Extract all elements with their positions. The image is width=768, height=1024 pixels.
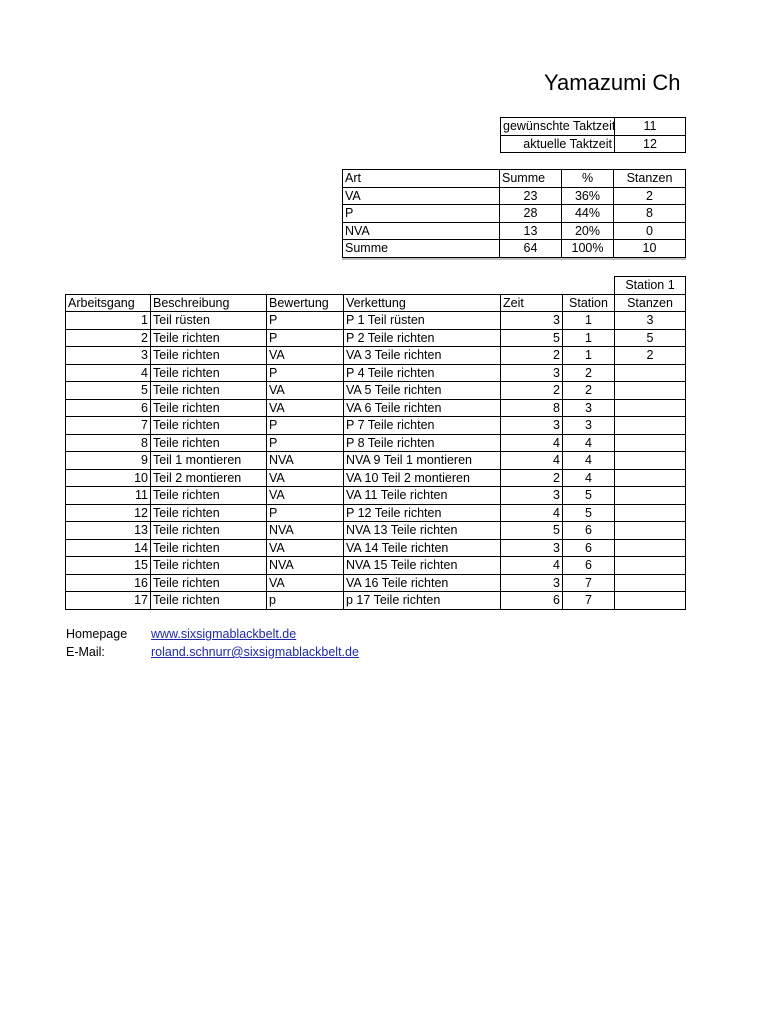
table-row bbox=[66, 417, 686, 435]
table-cell bbox=[615, 504, 686, 522]
table-cell: NVA 13 Teile richten bbox=[344, 522, 501, 540]
table-cell: Teil 2 montieren bbox=[151, 469, 267, 487]
table-cell: 4 bbox=[501, 452, 563, 470]
table-cell: P 7 Teile richten bbox=[344, 417, 501, 435]
table-cell: 2 bbox=[563, 364, 615, 382]
table-cell: NVA bbox=[267, 557, 344, 575]
table-cell: P bbox=[267, 329, 344, 347]
summary-cell: 20% bbox=[562, 222, 614, 240]
table-cell: P bbox=[267, 504, 344, 522]
table-cell: 17 bbox=[66, 592, 151, 610]
table-cell: 13 bbox=[66, 522, 151, 540]
table-cell: 4 bbox=[563, 469, 615, 487]
table-row bbox=[66, 574, 686, 592]
table-cell: 4 bbox=[563, 452, 615, 470]
table-cell: 3 bbox=[501, 539, 563, 557]
station-header: Station 1 bbox=[615, 277, 686, 295]
table-row bbox=[66, 329, 686, 347]
table-cell: 5 bbox=[66, 382, 151, 400]
summary-cell: NVA bbox=[343, 222, 500, 240]
table-cell: 9 bbox=[66, 452, 151, 470]
table-cell bbox=[615, 364, 686, 382]
table-cell: p bbox=[267, 592, 344, 610]
table-cell: Teile richten bbox=[151, 487, 267, 505]
homepage-link[interactable]: www.sixsigmablackbelt.de bbox=[151, 627, 297, 641]
table-cell: Teile richten bbox=[151, 399, 267, 417]
takt-row bbox=[501, 118, 686, 136]
table-row bbox=[66, 469, 686, 487]
operations-header-cell: Bewertung bbox=[267, 294, 344, 312]
summary-row bbox=[343, 222, 686, 240]
operations-header-cell: Zeit bbox=[501, 294, 563, 312]
table-cell: 5 bbox=[563, 487, 615, 505]
table-cell: 5 bbox=[563, 504, 615, 522]
table-cell bbox=[615, 399, 686, 417]
table-cell: 6 bbox=[66, 399, 151, 417]
summary-header-row bbox=[343, 170, 686, 188]
table-cell: 3 bbox=[501, 487, 563, 505]
summary-header-cell: Summe bbox=[500, 170, 562, 188]
summary-cell: 8 bbox=[614, 205, 686, 223]
table-cell: 3 bbox=[501, 312, 563, 330]
table-cell: 7 bbox=[563, 592, 615, 610]
summary-table bbox=[342, 169, 686, 258]
table-cell: Teile richten bbox=[151, 347, 267, 365]
table-cell: 2 bbox=[563, 382, 615, 400]
table-row bbox=[66, 487, 686, 505]
table-cell: P bbox=[267, 364, 344, 382]
table-row bbox=[66, 382, 686, 400]
table-cell: 11 bbox=[66, 487, 151, 505]
takt-label: aktuelle Taktzeit bbox=[501, 135, 615, 153]
table-cell: 6 bbox=[563, 539, 615, 557]
table-cell bbox=[615, 417, 686, 435]
station-header-row bbox=[66, 277, 686, 295]
summary-cell: VA bbox=[343, 187, 500, 205]
table-cell: NVA 9 Teil 1 montieren bbox=[344, 452, 501, 470]
homepage-label: Homepage bbox=[66, 627, 128, 641]
table-cell: VA bbox=[267, 539, 344, 557]
table-cell: Teile richten bbox=[151, 557, 267, 575]
table-cell: NVA bbox=[267, 522, 344, 540]
takt-label: gewünschte Taktzeit bbox=[501, 118, 615, 136]
table-cell: P bbox=[267, 312, 344, 330]
table-row bbox=[66, 592, 686, 610]
table-row bbox=[66, 347, 686, 365]
table-cell: VA 3 Teile richten bbox=[344, 347, 501, 365]
table-row bbox=[66, 399, 686, 417]
email-link[interactable]: roland.schnurr@sixsigmablackbelt.de bbox=[151, 645, 359, 659]
table-cell: 4 bbox=[501, 504, 563, 522]
summary-cell: 100% bbox=[562, 240, 614, 258]
operations-header-row bbox=[66, 294, 686, 312]
table-row bbox=[66, 522, 686, 540]
table-cell: 3 bbox=[501, 417, 563, 435]
table-cell: NVA 15 Teile richten bbox=[344, 557, 501, 575]
table-cell bbox=[615, 452, 686, 470]
table-cell: VA bbox=[267, 347, 344, 365]
summary-row bbox=[343, 240, 686, 258]
table-cell: Teile richten bbox=[151, 329, 267, 347]
takt-table bbox=[500, 117, 686, 153]
table-cell: 12 bbox=[66, 504, 151, 522]
table-cell: 3 bbox=[66, 347, 151, 365]
table-cell: VA 5 Teile richten bbox=[344, 382, 501, 400]
table-cell bbox=[615, 539, 686, 557]
table-cell: Teile richten bbox=[151, 382, 267, 400]
table-cell bbox=[615, 487, 686, 505]
table-cell: 8 bbox=[66, 434, 151, 452]
table-cell: P 8 Teile richten bbox=[344, 434, 501, 452]
table-cell: 6 bbox=[563, 522, 615, 540]
table-cell: 6 bbox=[563, 557, 615, 575]
table-cell: 8 bbox=[501, 399, 563, 417]
table-cell: 5 bbox=[501, 329, 563, 347]
table-cell: 2 bbox=[615, 347, 686, 365]
table-cell: 4 bbox=[66, 364, 151, 382]
table-cell bbox=[615, 522, 686, 540]
table-cell: Teil 1 montieren bbox=[151, 452, 267, 470]
table-cell: 6 bbox=[501, 592, 563, 610]
table-cell bbox=[615, 574, 686, 592]
table-cell: 16 bbox=[66, 574, 151, 592]
table-row bbox=[66, 364, 686, 382]
table-cell: 3 bbox=[563, 417, 615, 435]
table-cell: 1 bbox=[563, 347, 615, 365]
table-cell: P bbox=[267, 417, 344, 435]
table-row bbox=[66, 434, 686, 452]
table-cell: p 17 Teile richten bbox=[344, 592, 501, 610]
table-cell: 7 bbox=[563, 574, 615, 592]
summary-cell: 36% bbox=[562, 187, 614, 205]
summary-cell: Summe bbox=[343, 240, 500, 258]
table-cell: 4 bbox=[501, 557, 563, 575]
table-cell: VA 16 Teile richten bbox=[344, 574, 501, 592]
table-cell: 1 bbox=[66, 312, 151, 330]
table-cell: VA 10 Teil 2 montieren bbox=[344, 469, 501, 487]
table-cell bbox=[615, 434, 686, 452]
table-cell: 2 bbox=[66, 329, 151, 347]
table-cell: 10 bbox=[66, 469, 151, 487]
table-cell: 7 bbox=[66, 417, 151, 435]
operations-header-cell: Beschreibung bbox=[151, 294, 267, 312]
summary-row bbox=[343, 205, 686, 223]
summary-cell: 2 bbox=[614, 187, 686, 205]
table-cell: P 12 Teile richten bbox=[344, 504, 501, 522]
table-row bbox=[66, 539, 686, 557]
table-cell: Teile richten bbox=[151, 364, 267, 382]
table-cell: 2 bbox=[501, 382, 563, 400]
table-cell bbox=[615, 469, 686, 487]
table-cell: Teil rüsten bbox=[151, 312, 267, 330]
table-cell: 5 bbox=[501, 522, 563, 540]
summary-cell: 13 bbox=[500, 222, 562, 240]
table-cell: Teile richten bbox=[151, 434, 267, 452]
summary-row bbox=[343, 187, 686, 205]
summary-cell: P bbox=[343, 205, 500, 223]
table-cell: 2 bbox=[501, 469, 563, 487]
table-cell: 4 bbox=[563, 434, 615, 452]
table-cell bbox=[615, 592, 686, 610]
takt-row bbox=[501, 135, 686, 153]
table-cell: 3 bbox=[615, 312, 686, 330]
summary-cell: 23 bbox=[500, 187, 562, 205]
table-cell: Teile richten bbox=[151, 539, 267, 557]
table-row bbox=[66, 312, 686, 330]
table-cell bbox=[615, 382, 686, 400]
table-cell: Teile richten bbox=[151, 417, 267, 435]
table-cell: P bbox=[267, 434, 344, 452]
table-cell: Teile richten bbox=[151, 592, 267, 610]
table-cell: VA 14 Teile richten bbox=[344, 539, 501, 557]
table-row bbox=[66, 452, 686, 470]
table-row bbox=[66, 557, 686, 575]
table-cell: P 1 Teil rüsten bbox=[344, 312, 501, 330]
table-cell: VA bbox=[267, 399, 344, 417]
summary-header-cell: Art bbox=[343, 170, 500, 188]
table-cell: 1 bbox=[563, 312, 615, 330]
table-cell: 3 bbox=[563, 399, 615, 417]
table-cell: 3 bbox=[501, 364, 563, 382]
operations-header-cell: Verkettung bbox=[344, 294, 501, 312]
table-cell: P 4 Teile richten bbox=[344, 364, 501, 382]
email-label: E-Mail: bbox=[66, 645, 105, 659]
table-cell: VA bbox=[267, 574, 344, 592]
table-cell: Teile richten bbox=[151, 504, 267, 522]
table-cell: 5 bbox=[615, 329, 686, 347]
table-cell: VA bbox=[267, 487, 344, 505]
table-cell: VA bbox=[267, 382, 344, 400]
summary-cell: 0 bbox=[614, 222, 686, 240]
table-cell: 3 bbox=[501, 574, 563, 592]
table-cell: 15 bbox=[66, 557, 151, 575]
summary-cell: 44% bbox=[562, 205, 614, 223]
table-cell: VA 11 Teile richten bbox=[344, 487, 501, 505]
operations-header-cell: Arbeitsgang bbox=[66, 294, 151, 312]
operations-table bbox=[65, 276, 686, 610]
takt-value: 11 bbox=[615, 118, 686, 136]
summary-cell: 10 bbox=[614, 240, 686, 258]
table-cell: 1 bbox=[563, 329, 615, 347]
summary-header-cell: Stanzen bbox=[614, 170, 686, 188]
table-cell: Teile richten bbox=[151, 522, 267, 540]
table-cell bbox=[615, 557, 686, 575]
summary-cell: 64 bbox=[500, 240, 562, 258]
table-cell: VA bbox=[267, 469, 344, 487]
table-cell: P 2 Teile richten bbox=[344, 329, 501, 347]
takt-value: 12 bbox=[615, 135, 686, 153]
table-cell: 14 bbox=[66, 539, 151, 557]
table-cell: VA 6 Teile richten bbox=[344, 399, 501, 417]
operations-header-cell: Station bbox=[563, 294, 615, 312]
table-row bbox=[66, 504, 686, 522]
operations-header-cell: Stanzen bbox=[615, 294, 686, 312]
table-cell: NVA bbox=[267, 452, 344, 470]
summary-header-cell: % bbox=[562, 170, 614, 188]
table-cell: 2 bbox=[501, 347, 563, 365]
page-title: Yamazumi Ch bbox=[544, 70, 681, 95]
summary-cell: 28 bbox=[500, 205, 562, 223]
table-cell: Teile richten bbox=[151, 574, 267, 592]
table-cell: 4 bbox=[501, 434, 563, 452]
